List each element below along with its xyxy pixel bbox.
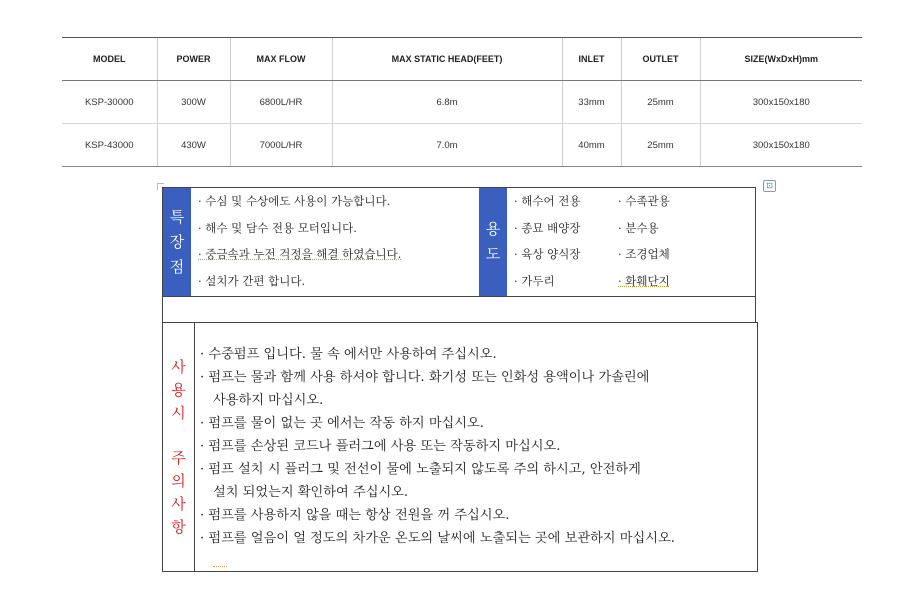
list-item: [200, 504, 675, 527]
caution-label-char: 용: [171, 380, 186, 399]
header-inlet: INLET: [562, 38, 621, 81]
header-max-flow: MAX FLOW: [230, 38, 332, 81]
list-item: · 중금속과 누전 걱정을 해결 하였습니다.: [198, 247, 402, 261]
cell-max-static-head: 6.8m: [332, 81, 562, 124]
caution-line: · 펌프를 얼음이 얼 정도의 차가운 온도의 날씨에 노출되는 곳에 보관하지 마십시오.: [200, 531, 675, 546]
caution-line: · 펌프를 물이 없는 곳 에서는 작동 하지 마십시오.: [200, 416, 484, 431]
list-item: · 화훼단지: [618, 273, 670, 288]
list-item: · 해수 및 담수 전용 모터입니다.: [198, 220, 357, 235]
usage-list-col1: [514, 188, 581, 294]
header-max-static-head: MAX STATIC HEAD(FEET): [332, 38, 562, 81]
caution-list: [200, 343, 675, 550]
features-list: [198, 188, 401, 294]
list-item: [200, 366, 675, 412]
list-item: · 가두리: [514, 273, 555, 288]
cell-power: 430W: [157, 124, 230, 167]
caution-label-char: 의: [171, 471, 186, 490]
cell-max-flow: 6800L/HR: [230, 81, 332, 124]
header-power: POWER: [157, 38, 230, 81]
caution-line: · 펌프는 물과 함께 사용 하셔야 합니다. 화기성 또는 인화성 용액이나 가솔린에: [200, 370, 650, 385]
list-item: [200, 458, 675, 504]
caution-label-char: 사: [171, 494, 186, 513]
header-outlet: OUTLET: [621, 38, 700, 81]
list-item: · 종묘 배양장: [514, 220, 581, 235]
cell-power: 300W: [157, 81, 230, 124]
cell-outlet: 25mm: [621, 81, 700, 124]
caution-line: · 펌프를 사용하지 않을 때는 항상 전원을 꺼 주십시오.: [200, 508, 510, 523]
table-row: [62, 81, 862, 124]
features-label-char: 장: [169, 232, 185, 251]
cell-inlet: 33mm: [562, 81, 621, 124]
cell-model: KSP-43000: [62, 124, 157, 167]
usage-label-char: 용: [485, 220, 501, 238]
cell-size: 300x150x180: [700, 81, 862, 124]
header-model: MODEL: [62, 38, 157, 81]
list-item: · 설치가 간편 합니다.: [198, 273, 306, 288]
features-label-char: 점: [169, 257, 185, 276]
cell-max-flow: 7000L/HR: [230, 124, 332, 167]
caution-label-char: 주: [171, 448, 186, 467]
list-item: [200, 435, 675, 458]
list-item: · 수심 및 수상에도 사용이 가능합니다.: [198, 194, 391, 208]
cell-size: 300x150x180: [700, 124, 862, 167]
list-item: [200, 527, 675, 550]
list-item: · 분수용: [618, 220, 659, 235]
caution-label-char: 사: [171, 357, 186, 376]
caution-label: [163, 323, 195, 571]
caution-line-cont: 사용하지 마십시오.: [213, 393, 324, 408]
caution-box: [162, 322, 758, 572]
usage-label: [479, 188, 507, 296]
list-item: [200, 343, 675, 366]
cell-inlet: 40mm: [562, 124, 621, 167]
list-item: [200, 412, 675, 435]
spec-table: [62, 37, 862, 167]
features-label: [163, 188, 191, 296]
table-header-row: [62, 38, 862, 81]
caution-line: · 수중펌프 입니다. 물 속 에서만 사용하여 주십시오.: [200, 347, 497, 362]
features-usage-box: [162, 187, 756, 297]
expand-icon[interactable]: ⊡: [763, 180, 776, 192]
cell-max-static-head: 7.0m: [332, 124, 562, 167]
caution-label-char: 항: [171, 517, 186, 536]
list-item: · 육상 양식장: [514, 247, 581, 261]
dotted-mark: [213, 566, 227, 567]
caution-line: · 펌프 설치 시 플러그 및 전선이 물에 노출되지 않도록 주의 하시고, 안전하게: [200, 462, 641, 477]
empty-row: [162, 296, 756, 323]
caution-line: · 펌프를 손상된 코드나 플러그에 사용 또는 작동하지 마십시오.: [200, 439, 561, 454]
header-size: SIZE(WxDxH)mm: [700, 38, 862, 81]
caution-line-cont: 설치 되었는지 확인하여 주십시오.: [213, 485, 409, 500]
list-item: · 조경업체: [618, 247, 670, 261]
usage-list-col2: [618, 188, 670, 294]
usage-label-char: 도: [485, 245, 501, 263]
table-row: [62, 124, 862, 167]
list-item: · 수족관용: [618, 194, 670, 208]
list-item: · 해수어 전용: [514, 194, 581, 208]
caution-label-char: 시: [171, 403, 186, 422]
features-label-char: 특: [169, 207, 185, 226]
cell-outlet: 25mm: [621, 124, 700, 167]
cell-model: KSP-30000: [62, 81, 157, 124]
